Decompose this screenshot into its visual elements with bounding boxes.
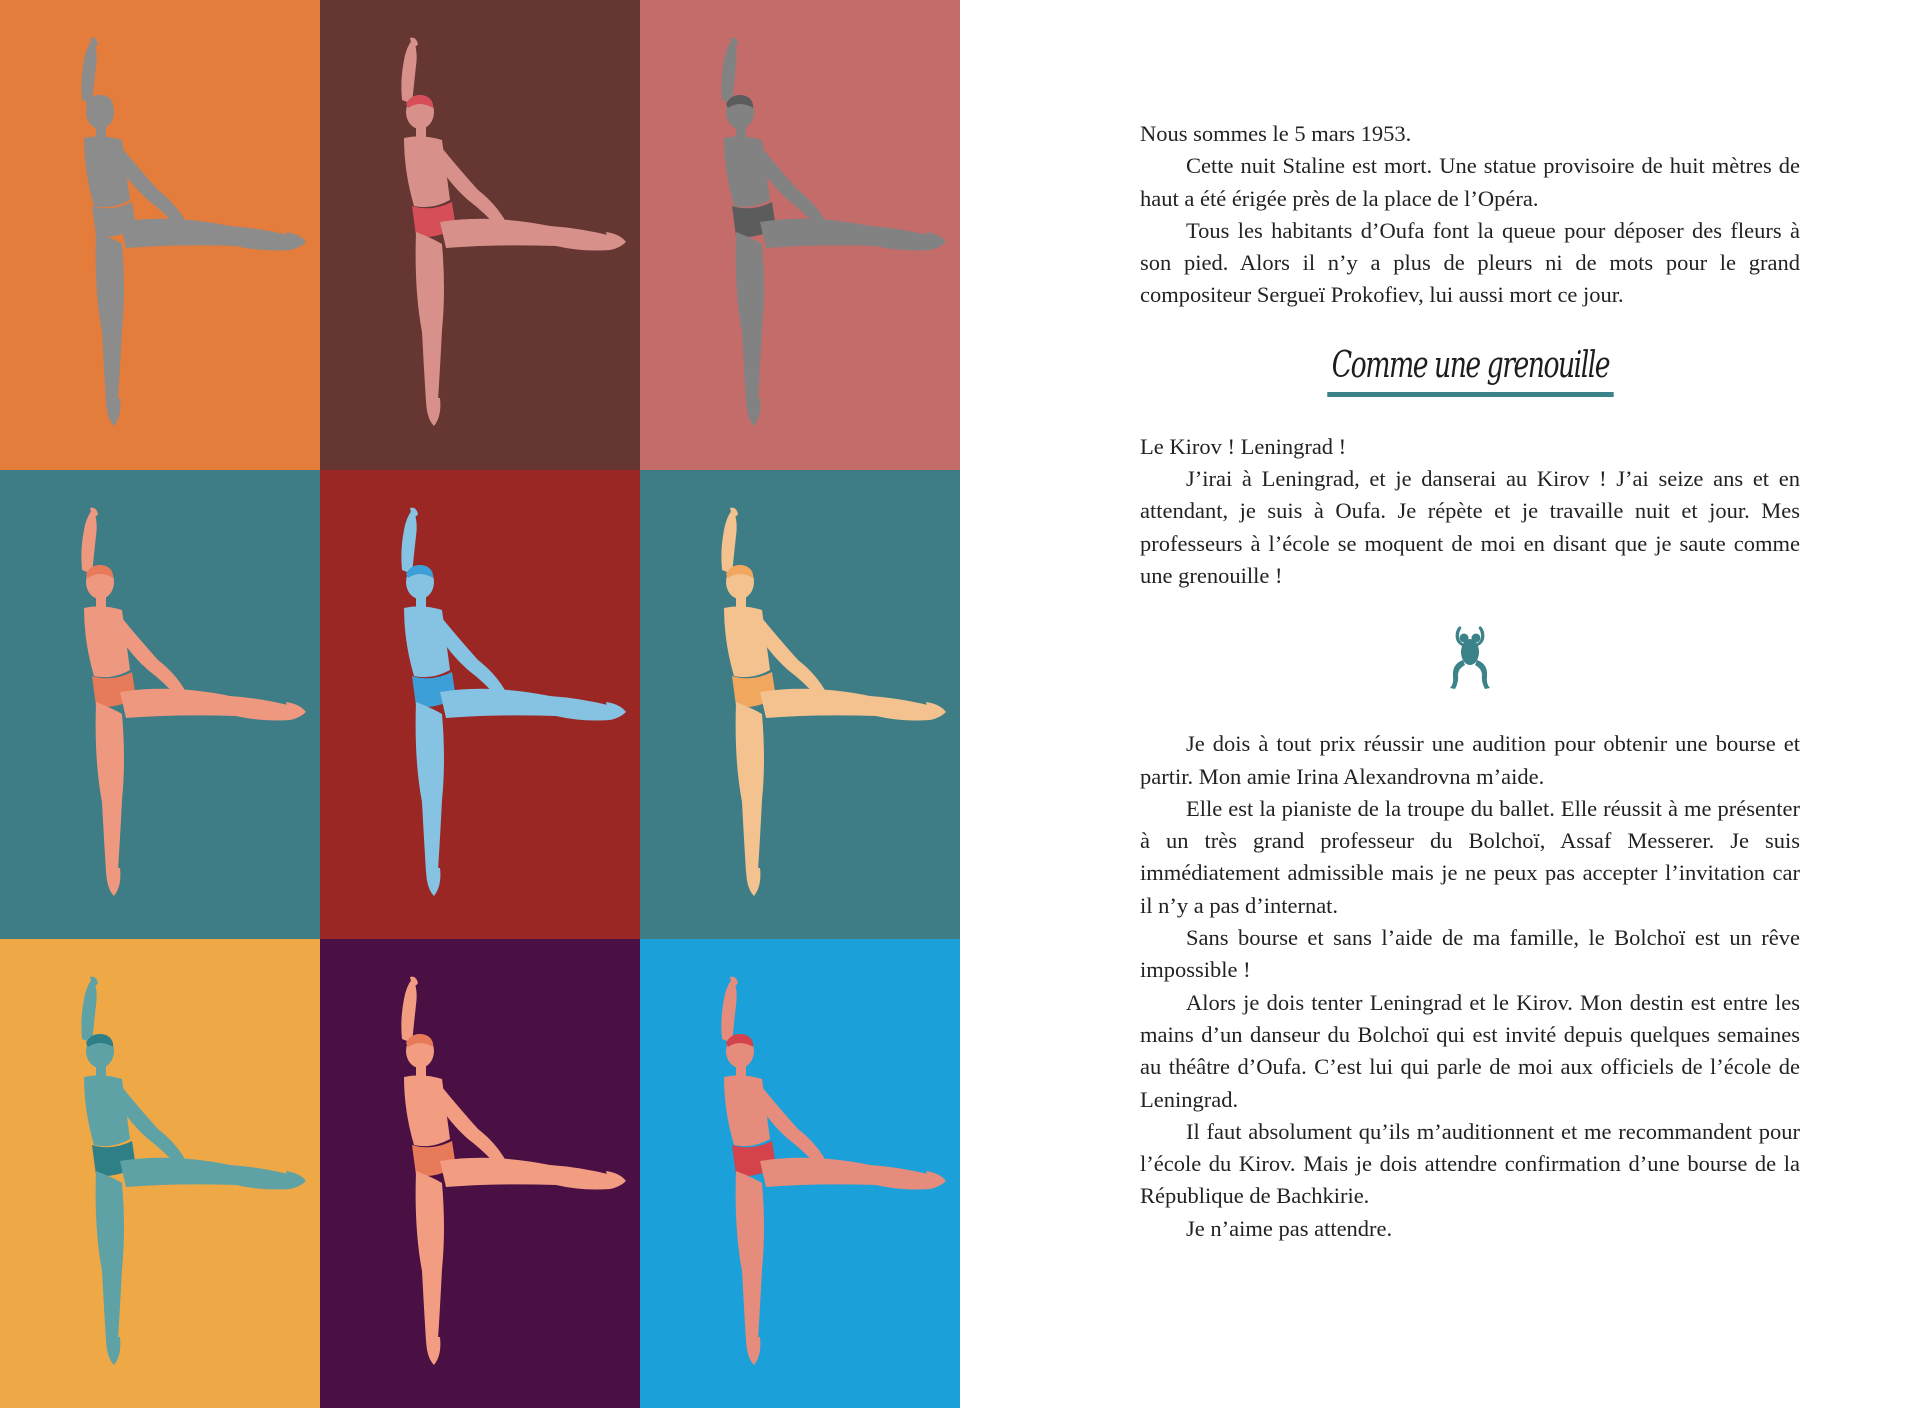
paragraph: J’irai à Leningrad, et je danserai au Kirov ! J’ai seize ans et en attendant, je suis à Oufa. Je répète et je travaille nuit et jour. Mes professeurs à l’école se moquent de moi en disant que je saute comme une grenouille ! — [1140, 466, 1800, 588]
dancer-photo — [0, 470, 320, 939]
dancer-photo — [320, 0, 640, 470]
dancer-tile — [640, 470, 960, 939]
paragraph: Alors je dois tenter Leningrad et le Kirov. Mon destin est entre les mains d’un danseur du Bolchoï qui est invité depuis quelques semaines au théâtre d’Oufa. C’est lui qui parle de moi aux officiels de l’école de Leningrad. — [1140, 989, 1800, 1112]
paragraph: Cette nuit Staline est mort. Une statue provisoire de huit mètres de haut a été érigée près de la place de l’Opéra. — [1140, 153, 1800, 211]
dancer-photo — [640, 939, 960, 1408]
paragraph: Je dois à tout prix réussir une audition pour obtenir une bourse et partir. Mon amie Irina Alexandrovna m’aide. — [1140, 731, 1800, 789]
dancer-tile — [320, 470, 640, 939]
dancer-photo — [320, 470, 640, 939]
paragraph: Il faut absolument qu’ils m’auditionnent et me recommandent pour l’école du Kirov. Mais je dois attendre confirmation d’une bourse de la République de Bachkirie. — [1140, 1118, 1800, 1209]
dancer-tile — [0, 939, 320, 1408]
paragraph: Tous les habitants d’Oufa font la queue pour déposer des fleurs à son pied. Alors il n’y a plus de pleurs ni de mots pour le grand compositeur Sergueï Prokofiev, lui aussi mort ce jour. — [1140, 217, 1800, 308]
paragraph: Nous sommes le 5 mars 1953. — [1140, 121, 1412, 146]
paragraph: Je n’aime pas attendre. — [1186, 1215, 1393, 1241]
frog-icon — [1446, 622, 1494, 692]
paragraph: Elle est la pianiste de la troupe du ballet. Elle réussit à me présenter à un très grand professeur du Bolchoï, Assaf Messerer. Je suis immédiatement admissible mais je ne peux pas accepter l’invitation car il n’y a pas d’internat. — [1140, 795, 1800, 918]
dancer-tile — [640, 939, 960, 1408]
text-page — [960, 0, 1920, 1408]
dancer-photo — [320, 939, 640, 1408]
dancer-tile — [320, 939, 640, 1408]
dancer-photo — [640, 470, 960, 939]
dancer-tile — [640, 0, 960, 470]
dancer-tile — [320, 0, 640, 470]
dancer-tile — [0, 470, 320, 939]
ornament — [1140, 622, 1800, 692]
dancer-tile — [0, 0, 320, 470]
body-text — [1140, 118, 1800, 1245]
dancer-photo — [0, 939, 320, 1408]
dancer-photo — [640, 0, 960, 470]
heading-container — [1140, 346, 1800, 397]
paragraph: Le Kirov ! Leningrad ! — [1140, 433, 1347, 459]
dancer-photo — [0, 0, 320, 470]
paragraph: Sans bourse et sans l’aide de ma famille, le Bolchoï est un rêve impossible ! — [1140, 925, 1800, 983]
section-heading: Comme une grenouille — [1327, 346, 1613, 397]
